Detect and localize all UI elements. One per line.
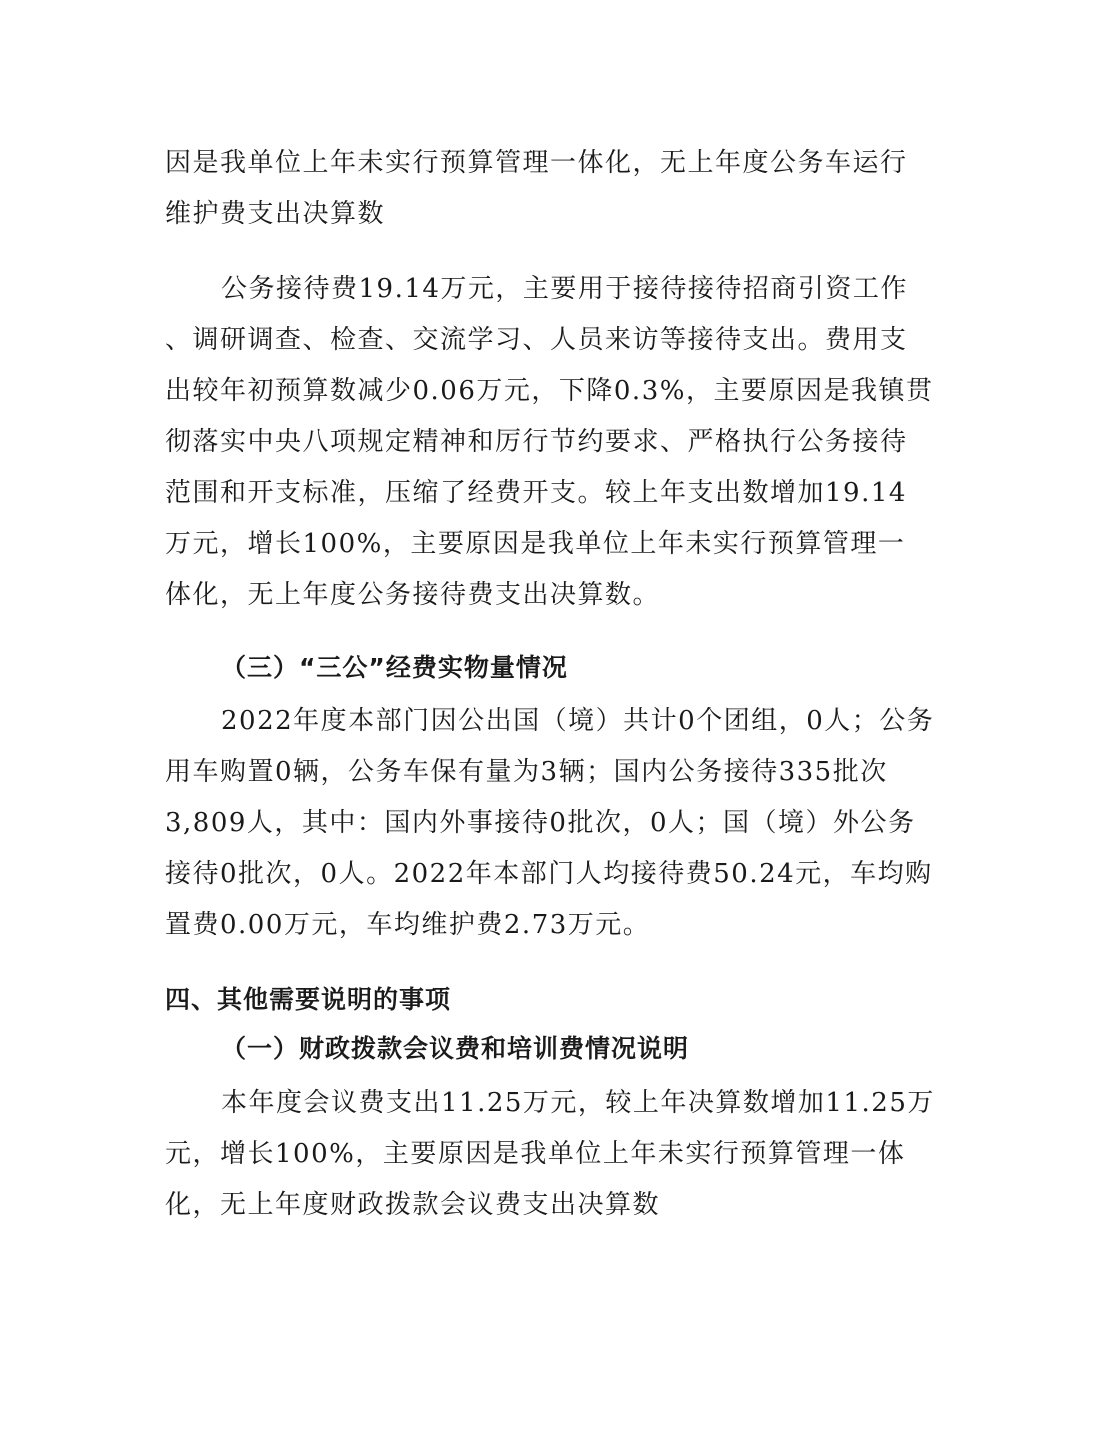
text-line: 3,809人，其中：国内外事接待0批次，0人；国（境）外公务	[165, 808, 916, 838]
heading-text: （一）财政拨款会议费和培训费情况说明	[221, 1034, 690, 1063]
text-line: 彻落实中央八项规定精神和厉行节约要求、严格执行公务接待	[165, 427, 908, 457]
text-line: 、调研调查、检查、交流学习、人员来访等接待支出。费用支	[165, 325, 908, 355]
section-heading-three-public-quantity	[165, 642, 945, 693]
section-heading-meeting-training	[165, 1023, 945, 1074]
text-line: 体化，无上年度公务接待费支出决算数。	[165, 580, 661, 610]
text-line: 置费0.00万元，车均维护费2.73万元。	[165, 910, 651, 940]
paragraph-quantity-details	[165, 696, 945, 951]
text-line: 万元，增长100%，主要原因是我单位上年未实行预算管理一	[165, 529, 906, 559]
text-line: 出较年初预算数减少0.06万元，下降0.3%，主要原因是我镇贯	[165, 376, 934, 406]
heading-text: 四、其他需要说明的事项	[165, 985, 452, 1014]
text-line: 化，无上年度财政拨款会议费支出决算数	[165, 1190, 661, 1220]
paragraph-vehicle-maintenance-continued	[165, 138, 945, 240]
paragraph-meeting-expenses	[165, 1078, 945, 1231]
text-line: 因是我单位上年未实行预算管理一体化，无上年度公务车运行	[165, 148, 908, 178]
text-line: 维护费支出决算数	[165, 199, 386, 229]
text-line: 公务接待费19.14万元，主要用于接待接待招商引资工作	[221, 274, 908, 304]
text-line: 本年度会议费支出11.25万元，较上年决算数增加11.25万	[221, 1088, 935, 1118]
text-line: 接待0批次，0人。2022年本部门人均接待费50.24元，车均购	[165, 859, 933, 889]
section-heading-other-matters	[165, 974, 945, 1025]
text-line: 元，增长100%，主要原因是我单位上年未实行预算管理一体	[165, 1139, 906, 1169]
paragraph-reception-expenses	[165, 264, 945, 621]
text-line: 2022年度本部门因公出国（境）共计0个团组，0人；公务	[221, 706, 935, 736]
text-line: 用车购置0辆，公务车保有量为3辆；国内公务接待335批次	[165, 757, 888, 787]
heading-text: （三）“三公”经费实物量情况	[221, 653, 568, 682]
text-line: 范围和开支标准，压缩了经费开支。较上年支出数增加19.14	[165, 478, 907, 508]
